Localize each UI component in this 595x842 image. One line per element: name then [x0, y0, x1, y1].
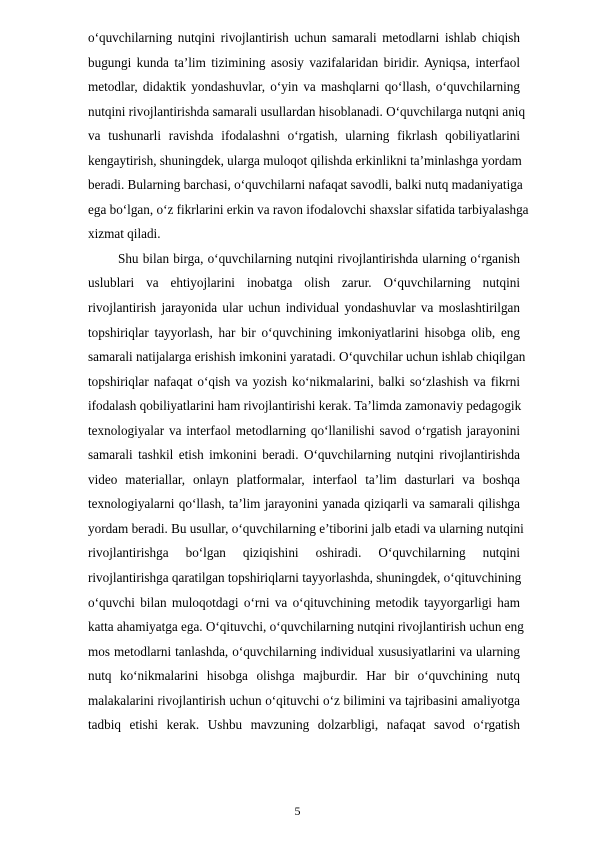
text-line: rivojlantirishga bo‘lgan qiziqishini oshiradi. O‘quvchilarning nutqini: [88, 545, 520, 561]
text-line: metodlar, didaktik yondashuvlar, o‘yin va mashqlarni qo‘llash, o‘quvchilarning: [88, 79, 520, 95]
text-line: va tushunarli ravishda ifodalashni o‘rgatish, ularning fikrlash qobiliyatlarini: [88, 128, 520, 144]
text-line: rivojlantirishga qaratilgan topshiriqlarni tayyorlashda, shuningdek, o‘qituvchining: [88, 570, 522, 586]
text-line: rivojlantirish jarayonida ular uchun individual yondashuvlar va moslashtirilgan: [88, 300, 520, 316]
text-line: video materiallar, onlayn platformalar, interfaol ta’lim dasturlari va boshqa: [88, 471, 520, 487]
text-line: samarali tashkil etish imkonini beradi. O‘quvchilarning nutqini rivojlantirishda: [88, 447, 520, 463]
text-line: topshiriqlar tayyorlash, har bir o‘quvchining imkoniyatlarini hisobga olib, eng: [88, 324, 520, 340]
text-line: ega bo‘lgan, o‘z fikrlarini erkin va ravon ifodalovchi shaxslar sifatida tarbiyalashga: [88, 201, 529, 217]
page-number: 5: [294, 804, 301, 818]
text-line: nutq ko‘nikmalarini hisobga olishga majburdir. Har bir o‘quvchining nutq: [88, 668, 520, 684]
text-line: beradi. Bularning barchasi, o‘quvchilarni nafaqat savodli, balki nutq madaniyatiga: [88, 177, 523, 193]
paragraph-first-line: Shu bilan birga, o‘quvchilarning nutqini rivojlantirishda ularning o‘rganish: [118, 250, 520, 266]
text-line: katta ahamiyatga ega. O‘qituvchi, o‘quvchilarning nutqini rivojlantirish uchun eng: [88, 619, 524, 635]
text-line: malakalarini rivojlantirish uchun o‘qituvchi o‘z bilimini va tajribasini amaliyotga: [88, 692, 520, 708]
text-line: kengaytirish, shuningdek, ularga muloqot qilishda erkinlikni ta’minlashga yordam: [88, 152, 522, 168]
text-line: nutqini rivojlantirishda samarali usullardan hisoblanadi. O‘quvchilarga nutqni aniq: [88, 103, 526, 119]
text-line: mos metodlarni tanlashda, o‘quvchilarning individual xususiyatlarini va ularning: [88, 643, 520, 659]
text-line: topshiriqlar nafaqat o‘qish va yozish ko‘nikmalarini, balki so‘zlashish va fikrni: [88, 373, 520, 389]
text-line: bugungi kunda ta’lim tizimining asosiy vazifalaridan biridir. Ayniqsa, interfaol: [88, 54, 520, 70]
text-line: texnologiyalar va interfaol metodlarning qo‘llanilishi savod o‘rgatish jarayonini: [88, 422, 520, 438]
text-line: tadbiq etishi kerak. Ushbu mavzuning dolzarbligi, nafaqat savod o‘rgatish: [88, 717, 520, 733]
text-line: o‘quvchilarning nutqini rivojlantirish uchun samarali metodlarni ishlab chiqish: [88, 30, 520, 45]
text-line: texnologiyalarni qo‘llash, ta’lim jarayonini yanada qiziqarli va samarali qilishga: [88, 496, 520, 512]
text-line: samarali natijalarga erishish imkonini yaratadi. O‘quvchilar uchun ishlab chiqilgan: [88, 349, 526, 365]
body-text: [88, 26, 529, 738]
text-line: yordam beradi. Bu usullar, o‘quvchilarning e’tiborini jalb etadi va ularning nutqini: [88, 520, 524, 536]
text-line: uslublari va ehtiyojlarini inobatga olish zarur. O‘quvchilarning nutqini: [88, 275, 520, 291]
text-line: xizmat qiladi.: [88, 226, 161, 242]
text-line: ifodalash qobiliyatlarini ham rivojlantirishi kerak. Ta’limda zamonaviy pedagogik: [88, 398, 522, 414]
text-line: o‘quvchi bilan muloqotdagi o‘rni va o‘qituvchining metodik tayyorgarligi ham: [88, 594, 520, 610]
